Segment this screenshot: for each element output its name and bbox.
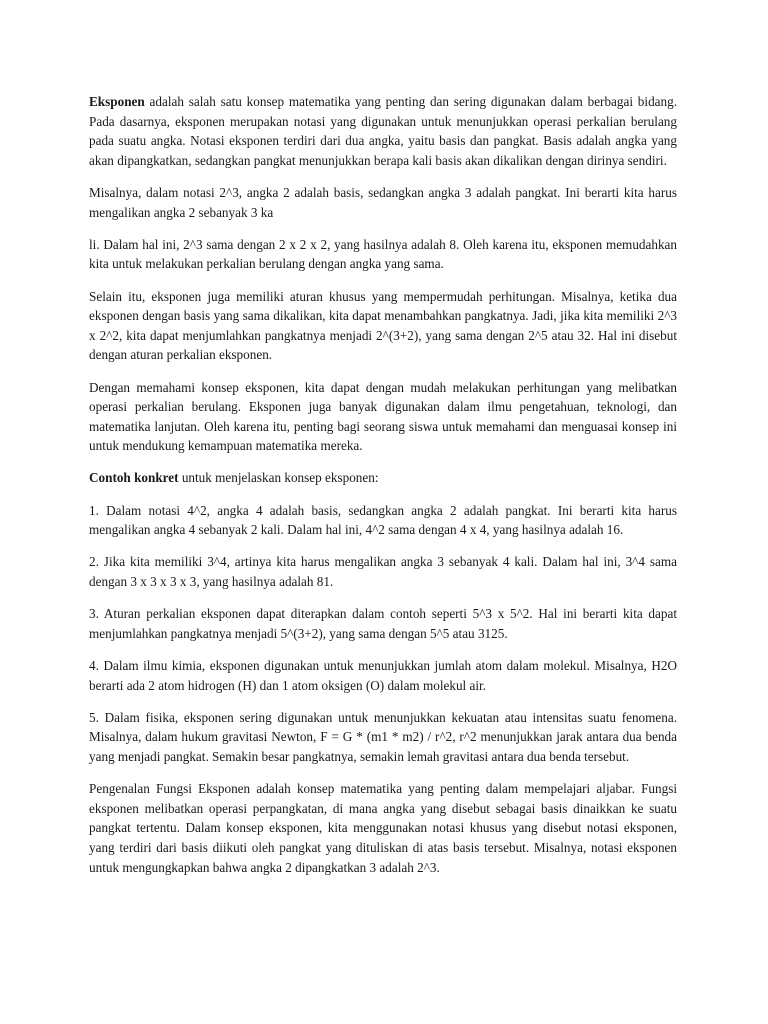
examples-heading-text: untuk menjelaskan konsep eksponen: xyxy=(178,470,379,486)
document-page xyxy=(89,92,677,890)
term-eksponen: Eksponen xyxy=(89,94,145,109)
paragraph-example-notation: Misalnya, dalam notasi 2^3, angka 2 adalah basis, sedangkan angka 3 adalah pangkat. Ini berarti kita harus mengalikan angka 2 sebanyak 3 ka xyxy=(89,184,677,220)
paragraph-example-result: li. Dalam hal ini, 2^3 sama dengan 2 x 2 x 2, yang hasilnya adalah 8. Oleh karena itu, eksponen memudahkan kita untuk melakukan perkalian berulang dengan angka yang sama. xyxy=(89,236,677,272)
examples-heading xyxy=(89,468,677,488)
intro-text: adalah salah satu konsep matematika yang penting dan sering digunakan dalam berbagai bidang. Pada dasarnya, eksponen merupakan notasi yang digunakan untuk menunjukkan operasi perkalian berulang pada suatu angka. Notasi eksponen terdiri dari dua angka, yaitu basis dan pangkat. Basis adalah angka yang akan dipangkatkan, sedangkan pangkat menunjukkan berapa kali basis akan dikalikan dengan dirinya sendiri. xyxy=(89,94,677,168)
example-item-5: 5. Dalam fisika, eksponen sering digunakan untuk menunjukkan kekuatan atau intensitas suatu fenomena. Misalnya, dalam hukum gravitasi Newton, F = G * (m1 * m2) / r^2, r^2 menunjukkan jarak antara dua benda yang menjadi pangkat. Semakin besar pangkatnya, semakin lemah gravitasi antara dua benda tersebut. xyxy=(89,709,677,764)
intro-paragraph xyxy=(89,92,677,170)
example-item-1: 1. Dalam notasi 4^2, angka 4 adalah basis, sedangkan angka 2 adalah pangkat. Ini berarti kita harus mengalikan angka 4 sebanyak 2 kali. Dalam hal ini, 4^2 sama dengan 4 x 4, yang hasilnya adalah 16. xyxy=(89,502,677,538)
example-item-4: 4. Dalam ilmu kimia, eksponen digunakan untuk menunjukkan jumlah atom dalam molekul. Misalnya, H2O berarti ada 2 atom hidrogen (H) dan 1 atom oksigen (O) dalam molekul air. xyxy=(89,658,677,693)
closing-paragraph: Pengenalan Fungsi Eksponen adalah konsep matematika yang penting dalam mempelajari aljabar. Fungsi eksponen melibatkan operasi perpangkatan, di mana angka yang disebut sebagai basis dinaikkan ke suatu pangkat tertentu. Dalam konsep eksponen, kita menggunakan notasi khusus yang disebut notasi eksponen, yang terdiri dari basis diikuti oleh pangkat yang dituliskan di atas basis tersebut. Misalnya, notasi eksponen untuk mengungkapkan bahwa angka 2 dipangkatkan 3 adalah 2^3. xyxy=(89,781,677,875)
example-item-2: 2. Jika kita memiliki 3^4, artinya kita harus mengalikan angka 3 sebanyak 4 kali. Dalam hal ini, 3^4 sama dengan 3 x 3 x 3 x 3, yang hasilnya adalah 81. xyxy=(89,554,677,590)
paragraph-multiplication-rule: Selain itu, eksponen juga memiliki aturan khusus yang mempermudah perhitungan. Misalnya, ketika dua eksponen dengan basis yang sama dikalikan, kita dapat menambahkan pangkatnya. Jadi, jika kita memiliki 2^3 x 2^2, kita dapat menjumlahkan pangkatnya menjadi 2^(3+2), yang sama dengan 2^5 atau 32. Hal ini disebut dengan aturan perkalian eksponen. xyxy=(89,288,677,363)
example-item-3: 3. Aturan perkalian eksponen dapat diterapkan dalam contoh seperti 5^3 x 5^2. Hal ini berarti kita dapat menjumlahkan pangkatnya menjadi 5^(3+2), yang sama dengan 5^5 atau 3125. xyxy=(89,606,677,641)
examples-heading-bold: Contoh konkret xyxy=(89,470,179,486)
paragraph-understanding: Dengan memahami konsep eksponen, kita dapat dengan mudah melakukan perhitungan yang melibatkan operasi perkalian berulang. Eksponen juga banyak digunakan dalam ilmu pengetahuan, teknologi, dan matematika lanjutan. Oleh karena itu, penting bagi seorang siswa untuk memahami dan menguasai konsep ini untuk mendukung kemampuan matematika mereka. xyxy=(89,379,677,454)
